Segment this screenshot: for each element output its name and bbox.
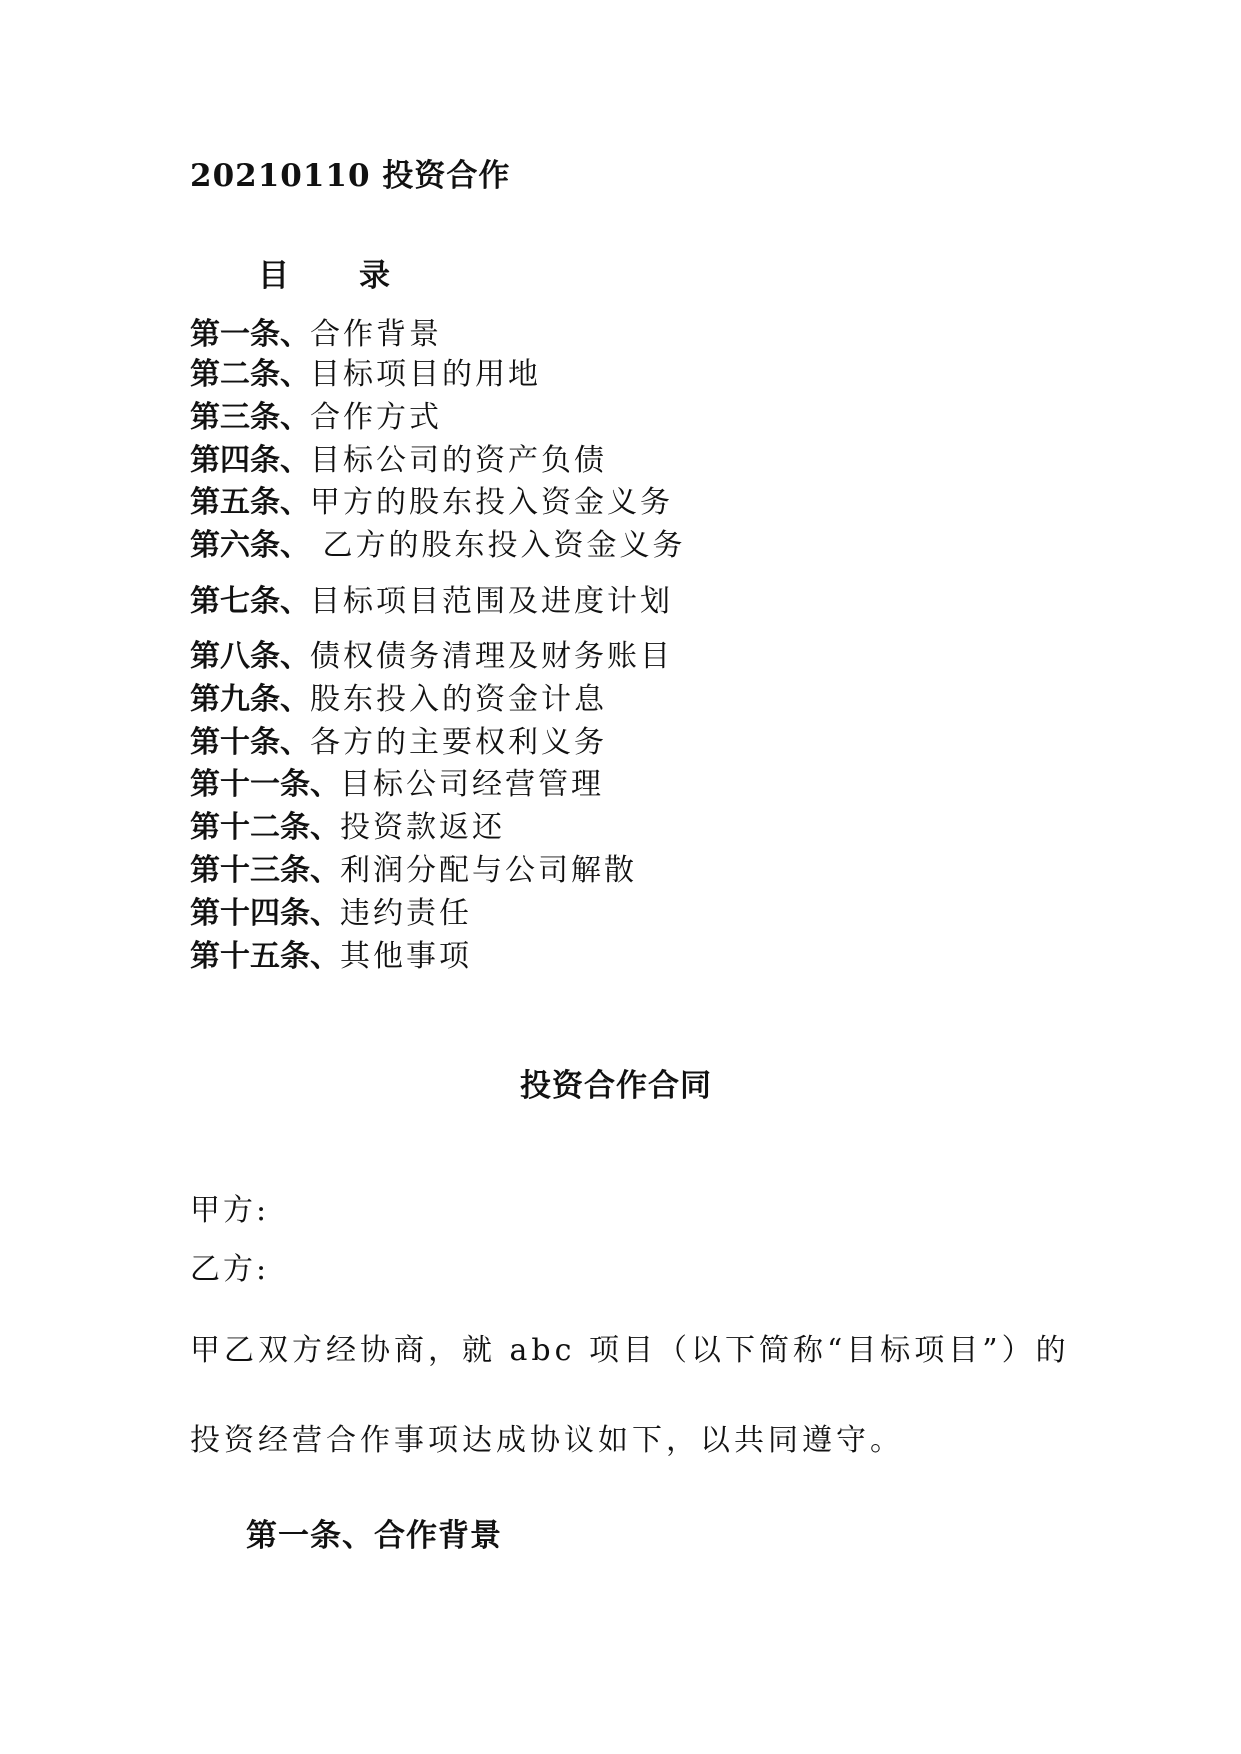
toc-item-number: 第七条、	[190, 584, 310, 619]
toc-item-number: 第一条、	[190, 317, 310, 352]
toc-item-number: 第十三条、	[190, 853, 340, 888]
toc-item[interactable]	[190, 483, 673, 523]
toc-item-text: 利润分配与公司解散	[340, 853, 637, 888]
toc-item-text: 甲方的股东投入资金义务	[310, 485, 673, 520]
toc-item-number: 第八条、	[190, 639, 310, 674]
intro-paragraph-line-1: 甲乙双方经协商，就 abc 项目（以下简称“目标项目”）的	[190, 1333, 1070, 1368]
party-a-label: 甲方:	[190, 1193, 270, 1228]
toc-item-text: 目标项目的用地	[310, 357, 541, 392]
toc-item[interactable]	[190, 808, 505, 848]
toc-item-number: 第十条、	[190, 725, 310, 760]
toc-item-text: 债权债务清理及财务账目	[310, 639, 673, 674]
toc-item-text: 各方的主要权利义务	[310, 725, 607, 760]
toc-item-text: 目标公司的资产负债	[310, 443, 607, 478]
toc-item-text: 乙方的股东投入资金义务	[310, 528, 686, 563]
toc-item[interactable]	[190, 315, 442, 355]
toc-item-number: 第十一条、	[190, 767, 340, 802]
toc-heading-right: 录	[359, 258, 390, 294]
toc-item-number: 第五条、	[190, 485, 310, 520]
intro-paragraph-line-2: 投资经营合作事项达成协议如下，以共同遵守。	[190, 1423, 904, 1458]
toc-item-text: 其他事项	[340, 939, 472, 974]
toc-item-number: 第十二条、	[190, 810, 340, 845]
toc-item[interactable]	[190, 398, 442, 438]
toc-item-text: 违约责任	[340, 896, 472, 931]
section-heading-1: 第一条、合作背景	[246, 1518, 502, 1554]
toc-item[interactable]	[190, 723, 607, 763]
toc-item-number: 第六条、	[190, 528, 310, 563]
toc-item[interactable]	[190, 765, 604, 805]
toc-item[interactable]	[190, 441, 607, 481]
toc-item-text: 目标公司经营管理	[340, 767, 604, 802]
party-b-label: 乙方:	[190, 1252, 270, 1287]
toc-heading	[258, 250, 390, 295]
toc-item-number: 第三条、	[190, 400, 310, 435]
toc-item-text: 股东投入的资金计息	[310, 682, 607, 717]
toc-item[interactable]	[190, 355, 541, 395]
toc-item[interactable]	[190, 937, 472, 977]
toc-item-number: 第四条、	[190, 443, 310, 478]
toc-item-text: 投资款返还	[340, 810, 505, 845]
toc-item-number: 第十四条、	[190, 896, 340, 931]
toc-item-number: 第九条、	[190, 682, 310, 717]
toc-item-number: 第十五条、	[190, 939, 340, 974]
toc-item[interactable]	[190, 526, 686, 566]
toc-item[interactable]	[190, 582, 673, 622]
toc-item[interactable]	[190, 637, 673, 677]
toc-heading-left: 目	[258, 258, 289, 294]
toc-item[interactable]	[190, 851, 637, 891]
toc-item-number: 第二条、	[190, 357, 310, 392]
toc-item[interactable]	[190, 680, 607, 720]
contract-title: 投资合作合同	[520, 1068, 712, 1104]
document-title: 20210110 投资合作	[190, 158, 511, 194]
toc-item-text: 合作背景	[310, 317, 442, 352]
toc-item-text: 目标项目范围及进度计划	[310, 584, 673, 619]
toc-item-text: 合作方式	[310, 400, 442, 435]
toc-item[interactable]	[190, 894, 472, 934]
